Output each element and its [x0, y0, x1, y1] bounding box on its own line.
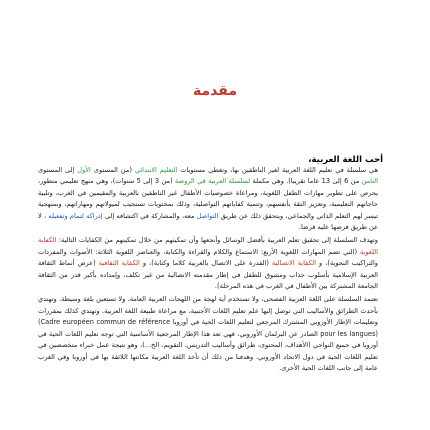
highlight: الكفاية اللغوية [38, 236, 378, 256]
text-run: (عرض أنماط الثقافة العربية الإسلامية بأسلوب جذاب ومشوق للطفل في إطار مقدمته الاتصالية من غير تكلف، وإمداده بأكبر قدر من الثقافة الجامعة المشتركة بين الأطفال في الغرب في هذه المرحلة). [38, 259, 378, 291]
highlight: لسلسلة العربية في الروضة [174, 177, 251, 186]
text-run: هي سلسلة في تعليم اللغة العربية لغير الناطقين بها، وتغطي مستويات [180, 166, 378, 174]
highlight: التعليم الابتدائي [134, 166, 178, 174]
highlight: الثامن [361, 177, 379, 186]
text-run: إلى المستوى [38, 166, 75, 174]
text-run: تعتمد السلسلة على اللغة العربية الفصحى، ولا تستخدم أية لهجة من اللهجات العربية العامة، ولا تستعين بلغة وسيطة. وتهتدي بأحدث الطرائق والأساليب التي توصل إليها علم تعليم اللغات الأجنبية، مع مراعاة طبيعة اللغة العربية. وتهتدي كذلك بمقررات وتعليمات الإطار الأوروبي المشترك المرجعي لتعليم اللغات الحية في أوروبا [38, 295, 378, 327]
paragraph-3 [38, 294, 378, 374]
text-run: معه، والمشاركة في اكتشافه إلى [104, 211, 195, 220]
body-text [38, 165, 378, 376]
text-run: (القدرة على الاتصال بالعربية كلاما وكتابة)، و [142, 259, 269, 268]
highlight: الأول [77, 166, 91, 174]
paragraph-2 [38, 235, 378, 292]
text-run: (من المستوى [93, 166, 132, 174]
highlight: الكفاية الثقافية [98, 259, 140, 268]
greeting-heading: أحب اللغة العربية، [308, 155, 383, 165]
text-run: من 6 إلى 13 عاما تقريبا). وهي مكملة [252, 177, 360, 186]
text-run: (من 3 إلى 5 سنوات)، وهي منهج تعليمي متطور، يحرص على تطوير مهارات الطفل اللغوية، ومراعاة خصوصيات الأطفال غير الناطقين بالعربية والمقيمين في الغرب، وتلبية حاجاتهم التعليمية، وتعزيز الثقة بأنفسهم، وتنمية كفاياتهم التواصلية، وذلك بمحتويات تستجيب لميولاتهم ومهاراتهم، وبمنهجية تيسر لهم التعلم الذاتي والجماعي، ويتحقق ذلك عن طريق [38, 177, 378, 220]
highlight: إدراكه لتمام وتفعيله [48, 211, 103, 220]
highlight: التواصل [196, 211, 219, 220]
highlight: الكفاية الاتصالية [271, 259, 316, 268]
page-title: مقدمة [193, 83, 237, 99]
text-run: (التي تضم المهارات اللغوية الأربع: الاستماع والكلام والقراءة والكتابة، والعناصر اللغوية الثلاثة: الأصوات والمفردات والتراكيب النحوية)، و [38, 247, 378, 268]
text-run: الصادر عن البرلمان الأوروبي، فهي تعد هذا الإطار المرجعية الأساسية التي توجه تعليم اللغات الحية في أوروبا في جميع النواحي (الأهداف، المحتوى، طرائق وأساليب التدريس، التقويم، الخ...)، وهو نتيجة عمل خبراء متخصصين في تعليم اللغات الحية في دول الاتحاد الأوروبي. وهدفنا من ذلك أن تأخذ اللغة العربية مكانتها اللائقة بها في أوروبا وفي الغرب عامة إلى جانب اللغات الحية الأخرى. [38, 329, 378, 372]
text-run: ، لا عن طريق فرضها عليه فرضا. [38, 211, 378, 232]
paragraph-1 [38, 165, 378, 233]
text-run: (Cadre européen commun de référence pour les langues) [38, 318, 378, 338]
text-run: وتهدف السلسلة إلى تحقيق تعلم العربية بأفضل الوسائل وأنجعها وأن تمكينهم من خلال تمكينهم من الكفايات التالية: [58, 236, 378, 245]
